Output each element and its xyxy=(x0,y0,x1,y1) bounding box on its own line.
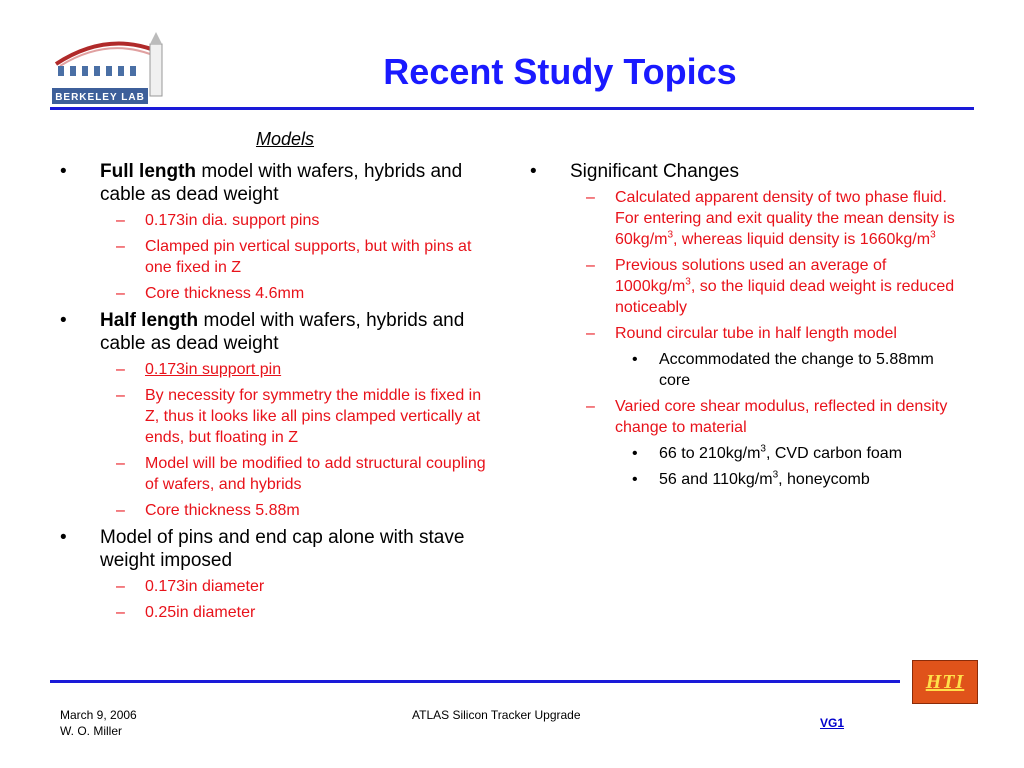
sub-item xyxy=(528,255,968,318)
dash-icon: – xyxy=(116,285,125,302)
dash-icon: – xyxy=(586,398,595,415)
bullet-dot-icon: • xyxy=(632,445,638,462)
bullet-text: model with wafers, hybrids and cable as dead weight xyxy=(100,310,465,354)
sub-sub-item-text: , honeycomb xyxy=(778,471,870,488)
sub-item-text: 0.173in diameter xyxy=(145,578,265,595)
bullet-dot-icon: • xyxy=(632,351,638,368)
sub-item-text: Calculated apparent density of two phase fluid. For entering and exit quality the mean density is 60kg/m xyxy=(615,189,955,248)
bullet-dot-icon: • xyxy=(60,310,67,331)
sub-sub-item xyxy=(528,469,968,490)
sub-item xyxy=(58,453,498,495)
sub-item-text: 0.173in dia. support pins xyxy=(145,212,320,229)
superscript: 3 xyxy=(930,229,936,241)
sub-item-text: Clamped pin vertical supports, but with pins at one fixed in Z xyxy=(145,238,472,276)
berkeley-lab-logo xyxy=(50,30,178,110)
hti-badge xyxy=(912,660,978,704)
sub-item-text: Varied core shear modulus, reflected in density change to material xyxy=(615,398,948,436)
bullet-text: Significant Changes xyxy=(570,161,739,182)
sub-item-text: Core thickness 4.6mm xyxy=(145,285,305,302)
dash-icon: – xyxy=(116,238,125,255)
dash-icon: – xyxy=(116,212,125,229)
sub-item-text: Core thickness 5.88m xyxy=(145,502,300,519)
bullet-dot-icon: • xyxy=(530,161,537,182)
superscript: 3 xyxy=(760,443,766,455)
sub-item-text: 0.173in support pin xyxy=(145,361,282,378)
bullet-dot-icon: • xyxy=(632,471,638,488)
dash-icon: – xyxy=(116,502,125,519)
bullet-dot-icon: • xyxy=(60,161,67,182)
footer-date: March 9, 2006 xyxy=(60,708,137,722)
sub-sub-item xyxy=(528,443,968,464)
bullet-text: Model of pins and end cap alone with stave weight imposed xyxy=(100,527,465,571)
bullet-half-length xyxy=(58,309,498,355)
sub-item xyxy=(58,236,498,278)
dash-icon: – xyxy=(586,257,595,274)
title-divider xyxy=(50,107,974,110)
sub-item-text: By necessity for symmetry the middle is fixed in Z, thus it looks like all pins clamped vertically at ends, but floating in Z xyxy=(145,387,482,446)
sub-item xyxy=(58,283,498,304)
badge-text: HTI xyxy=(925,671,965,693)
sub-sub-item-text: , CVD carbon foam xyxy=(765,445,903,462)
sub-item-text: Model will be modified to add structural coupling of wafers, and hybrids xyxy=(145,455,486,493)
sub-item xyxy=(58,385,498,448)
sub-item xyxy=(528,396,968,438)
dash-icon: – xyxy=(116,361,125,378)
sub-item xyxy=(58,576,498,597)
footer-divider xyxy=(50,680,900,683)
sub-item xyxy=(58,602,498,623)
superscript: 3 xyxy=(685,276,691,288)
superscript: 3 xyxy=(667,229,674,241)
dash-icon: – xyxy=(586,325,595,342)
slide-title: Recent Study Topics xyxy=(383,51,737,92)
sub-item xyxy=(58,210,498,231)
bullet-bold: Half length xyxy=(100,310,199,331)
right-column xyxy=(528,160,968,495)
logo-text: BERKELEY LAB xyxy=(55,92,145,103)
dash-icon: – xyxy=(116,604,125,621)
superscript: 3 xyxy=(772,469,779,481)
sub-item xyxy=(528,187,968,250)
sub-item-text: Round circular tube in half length model xyxy=(615,325,897,342)
bullet-full-length xyxy=(58,160,498,206)
left-column xyxy=(58,160,498,628)
slide-code-link[interactable]: VG1 xyxy=(820,716,845,730)
dash-icon: – xyxy=(116,455,125,472)
bullet-pins-end-cap xyxy=(58,526,498,572)
bullet-dot-icon: • xyxy=(60,527,67,548)
models-heading: Models xyxy=(255,129,315,149)
sub-sub-item-text: Accommodated the change to 5.88mm core xyxy=(659,351,934,389)
sub-item xyxy=(58,359,498,380)
bullet-text: model with wafers, hybrids and cable as dead weight xyxy=(100,161,463,205)
sub-item-text: , so the liquid dead weight is reduced noticeably xyxy=(615,278,955,316)
dash-icon: – xyxy=(586,189,595,206)
footer-author: W. O. Miller xyxy=(60,724,122,738)
dash-icon: – xyxy=(116,578,125,595)
sub-sub-item xyxy=(528,349,968,391)
sub-item-text: Previous solutions used an average of 1000kg/m xyxy=(615,257,887,295)
sub-item xyxy=(528,323,968,344)
footer-title: ATLAS Silicon Tracker Upgrade xyxy=(412,708,581,722)
dash-icon: – xyxy=(116,387,125,404)
sub-item xyxy=(58,500,498,521)
sub-sub-item-text: 66 to 210kg/m xyxy=(659,445,761,462)
sub-item-text: 0.25in diameter xyxy=(145,604,256,621)
bullet-significant-changes xyxy=(528,160,968,183)
bullet-bold: Full length xyxy=(100,161,197,182)
sub-item-text: , whereas liquid density is 1660kg/m xyxy=(673,231,931,248)
sub-sub-item-text: 56 and 110kg/m xyxy=(659,471,773,488)
